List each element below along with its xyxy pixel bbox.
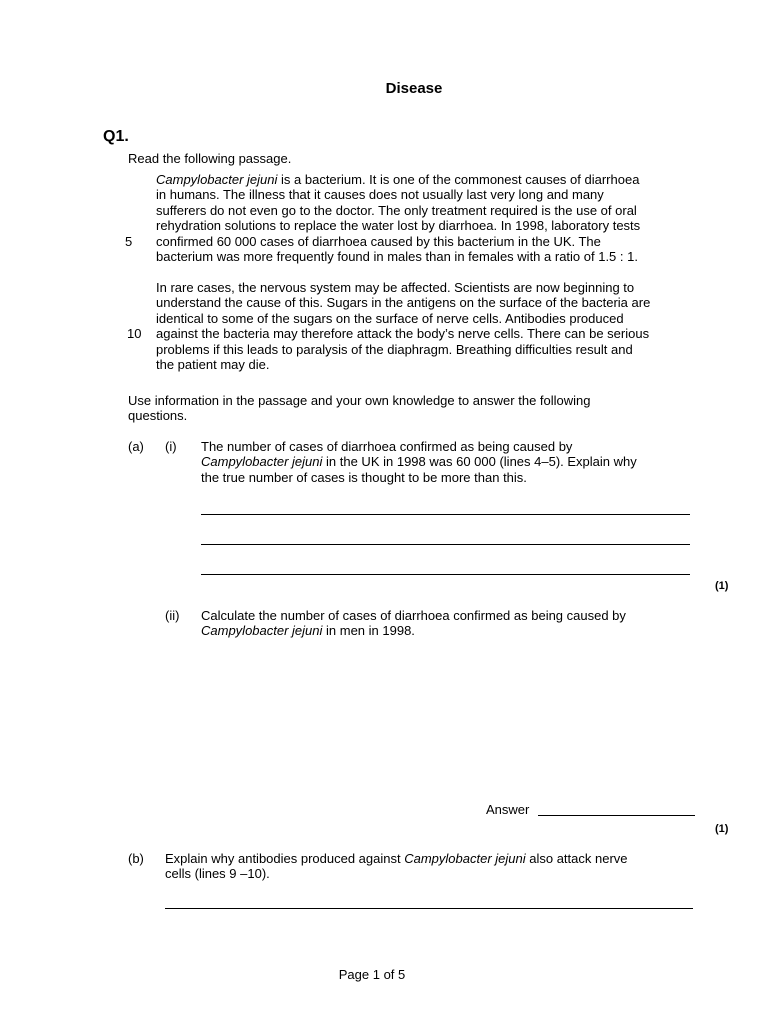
passage-line: understand the cause of this. Sugars in the antigens on the surface of the bacteria are: [156, 295, 651, 311]
part-a-i-question: [201, 439, 711, 485]
organism-name: Campylobacter jejuni: [201, 623, 323, 639]
passage-text: is a bacterium. It is one of the commonest causes of diarrhoea: [277, 172, 640, 187]
question-line: cells (lines 9 –10).: [165, 866, 270, 882]
question-text: in men in 1998.: [322, 623, 415, 639]
instruction: Read the following passage.: [128, 151, 292, 166]
passage-line: sufferers do not even go to the doctor. The only treatment required is the use of oral: [156, 202, 637, 218]
passage-line: In rare cases, the nervous system may be affected. Scientists are now beginning to: [156, 280, 635, 295]
answer-line[interactable]: [165, 908, 693, 909]
marks-label: (1): [715, 580, 729, 592]
answer-line[interactable]: [201, 574, 690, 575]
instruction-line: questions.: [128, 408, 188, 424]
passage-line: confirmed 60 000 cases of diarrhoea caused by this bacterium in the UK. The: [156, 233, 601, 249]
question-line: [201, 623, 711, 638]
question-text: also attack nerve: [525, 851, 628, 866]
question-line: The number of cases of diarrhoea confirmed as being caused by: [201, 439, 573, 454]
answer-line[interactable]: [201, 514, 690, 515]
passage-line: [156, 172, 716, 187]
line-number-5: 5: [125, 234, 133, 249]
question-line: [201, 454, 711, 469]
question-text: in the UK in 1998 was 60 000 (lines 4–5). Explain why: [322, 454, 637, 470]
part-b-label: (b): [128, 851, 144, 866]
instruction-line: Use information in the passage and your own knowledge to answer the following: [128, 393, 591, 408]
question-line: Calculate the number of cases of diarrhoea confirmed as being caused by: [201, 608, 626, 623]
passage-paragraph-2: [156, 280, 716, 372]
question-line: the true number of cases is thought to be more than this.: [201, 469, 527, 485]
part-a-i-label: (i): [165, 439, 177, 454]
use-information-instruction: [128, 393, 708, 424]
line-number-10: 10: [127, 326, 142, 341]
part-a-label: (a): [128, 439, 144, 454]
organism-name: Campylobacter jejuni: [156, 172, 278, 187]
question-number: Q1.: [103, 128, 129, 145]
page-number: Page 1 of 5: [338, 967, 406, 982]
part-b-question: [165, 851, 705, 882]
passage-line: against the bacteria may therefore attack the body’s nerve cells. There can be serious: [156, 326, 650, 342]
answer-label: Answer: [486, 802, 530, 817]
passage-line: problems if this leads to paralysis of the diaphragm. Breathing difficulties result and: [156, 341, 633, 357]
passage-line: in humans. The illness that it causes does not usually last very long and many: [156, 187, 604, 203]
answer-line[interactable]: [201, 544, 690, 545]
part-a-ii-label: (ii): [165, 608, 180, 623]
answer-field[interactable]: [538, 815, 695, 816]
passage-paragraph-1: [156, 172, 716, 264]
marks-label: (1): [715, 823, 729, 835]
passage-line: bacterium was more frequently found in males than in females with a ratio of 1.5 : 1.: [156, 249, 638, 265]
organism-name: Campylobacter jejuni: [404, 851, 526, 866]
passage-line: the patient may die.: [156, 357, 270, 373]
organism-name: Campylobacter jejuni: [201, 454, 323, 470]
passage-line: rehydration solutions to replace the water lost by diarrhoea. In 1998, laboratory tests: [156, 218, 641, 234]
question-line: [165, 851, 705, 866]
passage-line: identical to some of the sugars on the surface of nerve cells. Antibodies produced: [156, 310, 624, 326]
page-title: Disease: [385, 80, 443, 97]
part-a-ii-question: [201, 608, 711, 639]
question-text: Explain why antibodies produced against: [165, 851, 405, 866]
